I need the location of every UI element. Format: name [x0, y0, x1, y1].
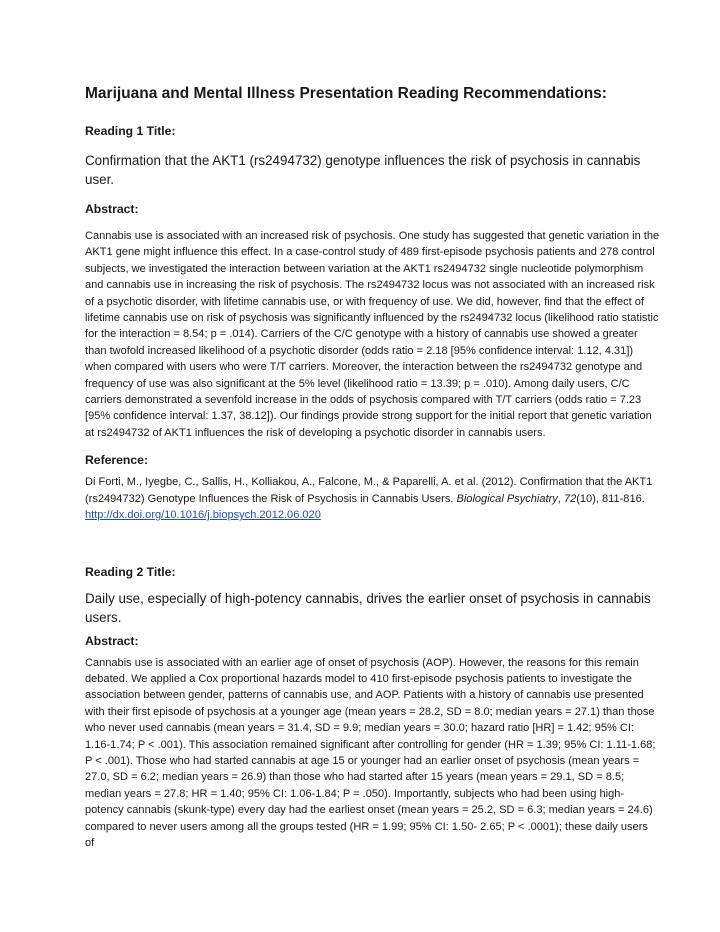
reading-1-reference: [85, 474, 660, 523]
reading-1-title-label: Reading 1 Title:: [85, 124, 176, 138]
reference-issue-pages: (10), 811-816.: [576, 492, 645, 505]
reference-journal: Biological Psychiatry: [456, 492, 558, 505]
reading-1-title: Confirmation that the AKT1 (rs2494732) genotype influences the risk of psychosis in cannabis user.: [85, 153, 641, 187]
reading-2-abstract-label: Abstract:: [85, 633, 139, 648]
reading-2-abstract: Cannabis use is associated with an earlier age of onset of psychosis (AOP). However, the reasons for this remain debated. We applied a Cox proportional hazards model to 410 first-episode psychosis patients to investigate the association between gender, patterns of cannabis use, and AOP. Patients with a history of cannabis use presented with their first episode of psychosis at a younger age (mean years = 28.2, SD = 8.0; median years = 27.1) than those who never used cannabis (mean years = 31.4, SD = 9.9; median years = 30.0; hazard ratio [HR] = 1.42; 95% CI: 1.16-1.74; P < .001). This association remained significant after controlling for gender (HR = 1.39; 95% CI: 1.11-1.68; P < .001). Those who had started cannabis at age 15 or younger had an earlier onset of psychosis (mean years = 27.0, SD = 6.2; median years = 26.9) than those who had started after 15 years (mean years = 29.1, SD = 8.5; median years = 27.8; HR = 1.40; 95% CI: 1.06-1.84; P = .050). Importantly, subjects who had been using high-potency cannabis (skunk-type) every day had the earliest onset (mean years = 25.2, SD = 6.3; median years = 24.6) compared to never users among all the groups tested (HR = 1.99; 95% CI: 1.50- 2.65; P < .0001); these daily users of: [85, 656, 656, 849]
reference-volume: 72: [563, 492, 577, 505]
reading-1-abstract: Cannabis use is associated with an increased risk of psychosis. One study has suggested that genetic variation in the AKT1 gene might influence this effect. In a case-control study of 489 first-episode psychosis patients and 278 control subjects, we investigated the interaction between variation at the AKT1 rs2494732 single nucleotide polymorphism and cannabis use in increasing the risk of psychosis. The rs2494732 locus was not associated with an increased risk of a psychotic disorder, with lifetime cannabis use, or with frequency of use. We did, however, find that the effect of lifetime cannabis use on risk of psychosis was significantly influenced by the rs2494732 locus (likelihood ratio statistic for the interaction = 8.54; p = .014). Carriers of the C/C genotype with a history of cannabis use showed a greater than twofold increased likelihood of a psychotic disorder (odds ratio = 2.18 [95% confidence interval: 1.12, 4.31]) when compared with users who were T/T carriers. Moreover, the interaction between the rs2494732 genotype and frequency of use was also significant at the 5% level (likelihood ratio = 13.39; p = .010). Among daily users, C/C carriers demonstrated a sevenfold increase in the odds of psychosis compared with T/T carriers (odds ratio = 7.23 [95% confidence interval: 1.37, 38.12]). Our findings provide strong support for the initial report that genetic variation at rs2494732 of AKT1 influences the risk of developing a psychotic disorder in cannabis users.: [85, 230, 660, 439]
reading-2-title: Daily use, especially of high-potency cannabis, drives the earlier onset of psychosis in cannabis users.: [85, 590, 651, 625]
reference-doi-link[interactable]: http://dx.doi.org/10.1016/j.biopsych.2012.06.020: [85, 509, 321, 522]
reading-1: [85, 123, 660, 524]
reading-1-abstract-label: Abstract:: [85, 202, 139, 216]
reading-2: [85, 564, 660, 852]
reference-separator: ,: [557, 492, 564, 505]
reading-1-reference-label: Reference:: [85, 453, 148, 468]
reference-text: Di Forti, M., Iyegbe, C., Sallis, H., Kolliakou, A., Falcone, M., & Paparelli, A. et al. (2012). Confirmation that the AKT1 (rs2494732) Genotype Influences the Risk of Psychosis in Cannabis Users.: [85, 476, 653, 505]
reading-2-title-label: Reading 2 Title:: [85, 564, 176, 579]
page-title: Marijuana and Mental Illness Presentation Reading Recommendations:: [85, 85, 607, 102]
